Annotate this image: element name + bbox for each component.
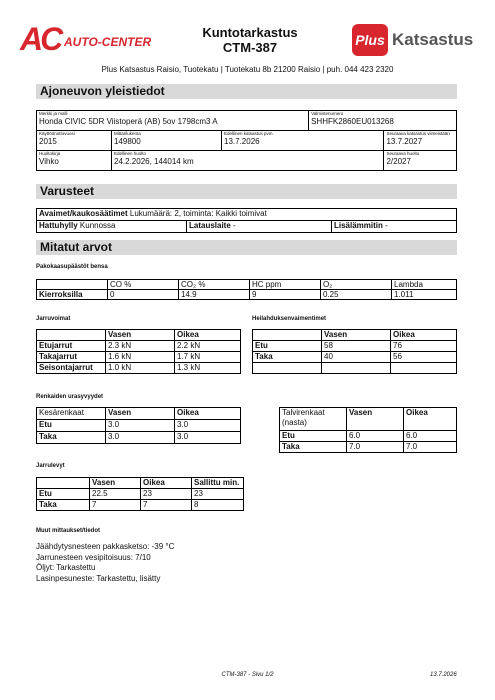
document-title: Kuntotarkastus (202, 25, 298, 40)
brakes-row-right: 2.2 kN (175, 341, 241, 352)
heater-cell (332, 221, 457, 233)
plus-logo-text: Katsastus (392, 30, 474, 49)
section-equipment: Varusteet (36, 184, 457, 199)
shocks-header-left: Vasen (322, 330, 391, 341)
keys-value: Lukumäärä: 2, toiminta: Kaikki toimivat (129, 209, 267, 218)
winter-tires-header-label: Talvirenkaat (nasta) (280, 408, 347, 431)
brakes-row-left: 1.6 kN (106, 352, 175, 363)
last-inspection-cell (222, 131, 384, 151)
brakes-row-label: Takajarrut (37, 352, 106, 363)
first-reg-cell (37, 131, 112, 151)
plus-katsastus-logo (352, 24, 482, 56)
discs-row-label: Etu (37, 489, 90, 500)
summer-tires-header-left: Vasen (106, 408, 175, 420)
keys-cell (37, 209, 457, 221)
emissions-co2-value: 14.9 (179, 290, 250, 300)
shocks-title: Heilahduksenvaimentimet (252, 316, 327, 322)
shocks-empty-cell (253, 363, 322, 374)
make-label: Merkki ja malli (39, 111, 68, 116)
discs-title: Jarrulevyt (36, 463, 65, 469)
shocks-row-left: 58 (322, 341, 391, 352)
discs-row-left: 22.5 (90, 489, 141, 500)
discs-row-right: 7 (141, 500, 192, 511)
summer-tires-header-right: Oikea (175, 408, 241, 420)
vin-cell (309, 111, 457, 131)
other-measurement-line: Jarrunesteen vesipitoisuus: 7/10 (36, 552, 151, 562)
last-service-value: 24.2.2026, 144014 km (114, 157, 194, 166)
emissions-header-lambda: Lambda (392, 280, 457, 290)
winter-tires-row-left: 6.0 (347, 431, 404, 442)
winter-tires-row-left: 7.0 (347, 442, 404, 453)
brakes-row-label: Seisontajarrut (37, 363, 106, 374)
next-inspection-label: Seuraava katsastus viimeistään (386, 131, 450, 136)
winter-tires-row-right: 7.0 (404, 442, 457, 453)
summer-tires-row-left: 3.0 (106, 432, 175, 444)
winter-tires-table (279, 407, 457, 453)
first-reg-label: Käyttöönottovuosi (39, 131, 75, 136)
brakes-table (36, 329, 241, 374)
discs-header-empty (37, 478, 90, 489)
station-address: Plus Katsastus Raisio, Tuotekatu | Tuotekatu 8b 21200 Raisio | puh. 044 423 2320 (101, 65, 394, 74)
winter-tires-row-right: 6.0 (404, 431, 457, 442)
emissions-row-label: Kierroksilla (37, 290, 108, 300)
brakes-row-right: 1.3 kN (175, 363, 241, 374)
brakes-header-left: Vasen (106, 330, 175, 341)
charger-value: - (233, 221, 236, 230)
service-book-label: Huoltokirja (39, 151, 61, 156)
next-service-value: 2/2027 (386, 157, 411, 166)
section-measured-values: Mitatut arvot (36, 240, 457, 255)
discs-header-left: Vasen (90, 478, 141, 489)
emissions-header-co: CO % (108, 280, 179, 290)
tires-title: Renkaiden urasyvyydet (36, 394, 104, 400)
heater-label: Lisälämmitin (334, 221, 383, 230)
shelf-value: Kunnossa (79, 221, 116, 230)
discs-header-right: Oikea (141, 478, 192, 489)
service-book-cell (37, 151, 112, 171)
shelf-cell (37, 221, 187, 233)
emissions-table (36, 279, 457, 300)
shocks-header-right: Oikea (391, 330, 457, 341)
shocks-empty-cell (391, 363, 457, 374)
other-measurements-title: Muut mittaukset/tiedot (36, 528, 100, 534)
next-inspection-value: 13.7.2027 (386, 137, 423, 146)
discs-row-left: 7 (90, 500, 141, 511)
summer-tires-row-label: Taka (37, 432, 106, 444)
other-measurement-line: Jäähdytysnesteen pakkasketso: -39 °C (36, 542, 175, 551)
discs-row-min: 8 (192, 500, 244, 511)
last-inspection-label: Edellinen katsastus pvm. (224, 131, 274, 136)
emissions-header-hc: HC ppm (250, 280, 321, 290)
footer-date: 13.7.2026 (430, 672, 457, 678)
next-service-label: Seuraava huolto (386, 151, 420, 156)
discs-row-right: 23 (141, 489, 192, 500)
shocks-row-label: Taka (253, 352, 322, 363)
keys-label: Avaimet/kaukosäätimet (39, 209, 128, 218)
last-service-cell (112, 151, 384, 171)
brakes-row-left: 1.0 kN (106, 363, 175, 374)
other-measurement-line: Lasinpesuneste: Tarkastettu, lisätty (36, 573, 161, 583)
footer-page-number: CTM-387 - Sivu 1/2 (221, 672, 274, 678)
shocks-empty-cell (322, 363, 391, 374)
emissions-hc-value: 9 (250, 290, 321, 300)
shocks-table (252, 329, 457, 374)
emissions-co-value: 0 (108, 290, 179, 300)
section-vehicle-info: Ajoneuvon yleistiedot (36, 84, 457, 99)
shocks-row-label: Etu (253, 341, 322, 352)
discs-header-min: Sallittu min. (192, 478, 244, 489)
first-reg-value: 2015 (39, 137, 57, 146)
odometer-value: 149800 (114, 137, 141, 146)
emissions-title: Pakokaasupäästöt bensa (36, 264, 108, 270)
summer-tires-table (36, 407, 241, 444)
brakes-row-right: 1.7 kN (175, 352, 241, 363)
other-measurement-line: Öljyt: Tarkastettu (36, 563, 96, 572)
other-measurements-list (36, 542, 174, 584)
shocks-row-left: 40 (322, 352, 391, 363)
emissions-header-empty (37, 280, 108, 290)
emissions-o2-value: 0.25 (321, 290, 392, 300)
charger-label: Latauslaite (189, 221, 231, 230)
discs-row-label: Taka (37, 500, 90, 511)
next-service-cell (384, 151, 457, 171)
equipment-table (36, 208, 457, 233)
shelf-label: Hattuhylly (39, 221, 78, 230)
odometer-cell (112, 131, 222, 151)
make-cell (37, 111, 309, 131)
summer-tires-row-right: 3.0 (175, 420, 241, 432)
discs-row-min: 23 (192, 489, 244, 500)
plus-logo-badge: Plus (352, 24, 388, 56)
winter-tires-row-label: Taka (280, 442, 347, 453)
emissions-lambda-value: 1.011 (392, 290, 457, 300)
heater-value: - (385, 221, 388, 230)
shocks-header-empty (253, 330, 322, 341)
auto-center-logo-mark: AC (20, 21, 61, 57)
brakes-row-left: 2.3 kN (106, 341, 175, 352)
emissions-header-o2: O₂ (321, 280, 392, 290)
winter-tires-row-label: Etu (280, 431, 347, 442)
vin-label: Valmistenumero (311, 111, 344, 116)
auto-center-logo-text: AUTO-CENTER (64, 35, 152, 49)
summer-tires-row-label: Etu (37, 420, 106, 432)
brakes-title: Jarruvoimat (36, 316, 71, 322)
last-service-label: Edellinen huolto (114, 151, 147, 156)
winter-tires-header-right: Oikea (404, 408, 457, 431)
brakes-row-label: Etujarrut (37, 341, 106, 352)
odometer-label: Mittarilukema (114, 131, 141, 136)
document-plate: CTM-387 (222, 40, 278, 55)
summer-tires-header-label: Kesärenkaat (37, 408, 106, 420)
brakes-header-right: Oikea (175, 330, 241, 341)
winter-tires-header-left: Vasen (347, 408, 404, 431)
auto-center-logo (20, 22, 160, 58)
service-book-value: Vihko (39, 157, 59, 166)
shocks-row-right: 76 (391, 341, 457, 352)
make-value: Honda CIVIC 5DR Viistoperä (AB) 5ov 1798cm3 A (39, 117, 218, 126)
summer-tires-row-left: 3.0 (106, 420, 175, 432)
emissions-header-co2: CO₂ % (179, 280, 250, 290)
brakes-header-empty (37, 330, 106, 341)
shocks-row-right: 56 (391, 352, 457, 363)
next-inspection-cell (384, 131, 457, 151)
vehicle-info-table (36, 110, 457, 171)
vin-value: SHHFK2860EU013268 (311, 117, 394, 126)
last-inspection-value: 13.7.2026 (224, 137, 260, 146)
brake-discs-table (36, 477, 244, 511)
summer-tires-row-right: 3.0 (175, 432, 241, 444)
charger-cell (187, 221, 332, 233)
